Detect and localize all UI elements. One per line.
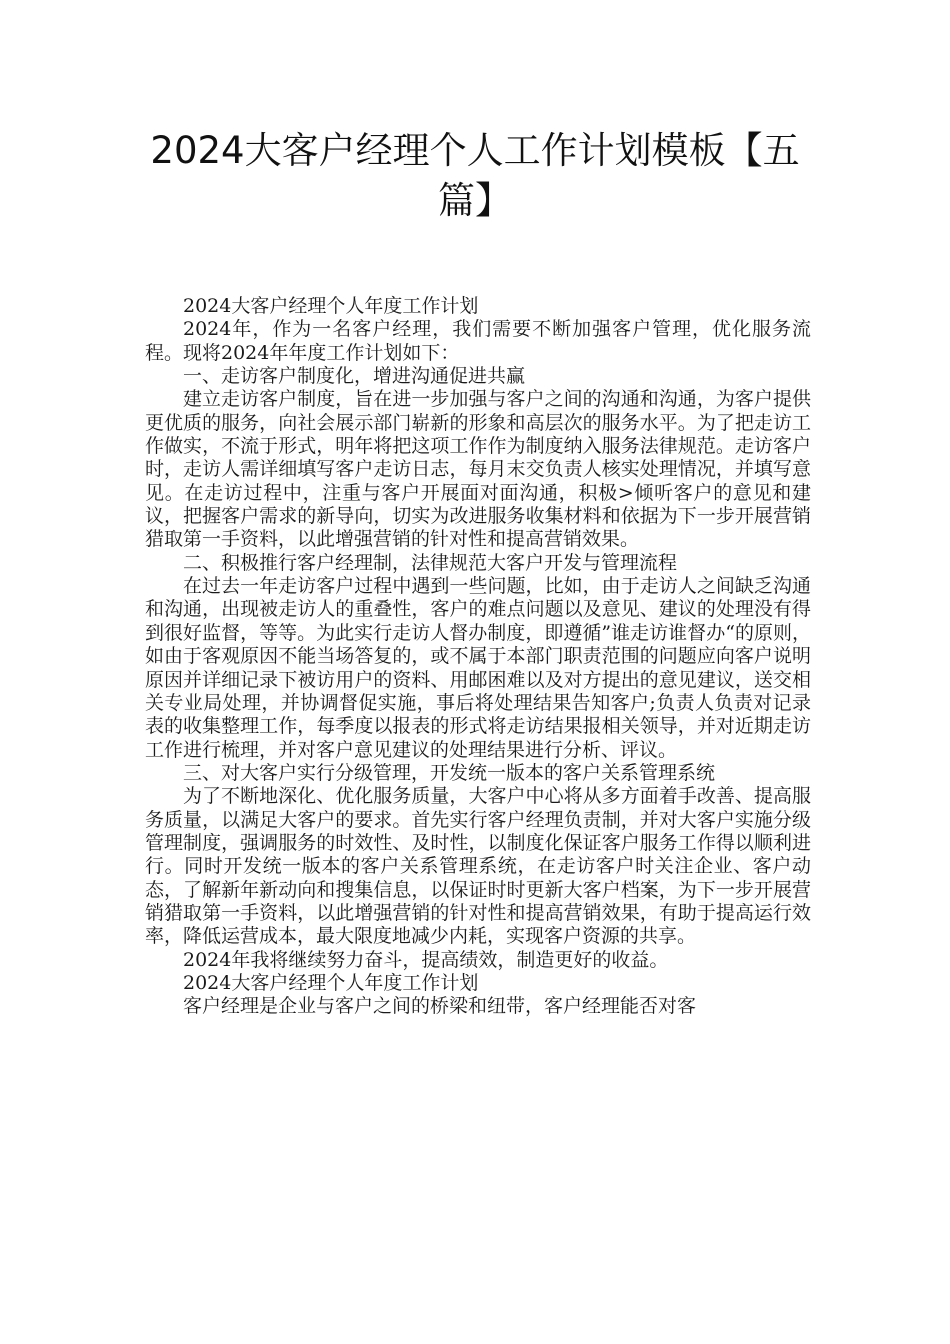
subsection-heading: 二、积极推行客户经理制，法律规范大客户开发与管理流程 xyxy=(183,551,678,574)
paragraph: 2024年我将继续努力奋斗，提高绩效，制造更好的收益。 xyxy=(183,948,669,971)
section-heading: 2024大客户经理个人年度工作计划 xyxy=(183,971,479,994)
paragraph: 为了不断地深化、优化服务质量，大客户中心将从多方面着手改善、提高服务质量，以满足大客户的要求。首先实行客户经理负责制，并对大客户实施分级管理制度，强调服务的时效性、及时性，以制度化保证客户服务工作得以顺利进行。同时开发统一版本的客户关系管理系统，在走访客户时关注企业、客户动态，了解新年新动向和搜集信息，以保证时时更新大客户档案，为下一步开展营销猎取第一手资料，以此增强营销的针对性和提高营销效果，有助于提高运行效率，降低运营成本，最大限度地减少内耗，实现客户资源的共享。 xyxy=(145,785,811,948)
document-body xyxy=(145,295,811,1019)
document-title: 2024大客户经理个人工作计划模板【五篇】 xyxy=(150,129,800,222)
subsection-heading: 一、走访客户制度化，增进沟通促进共赢 xyxy=(183,365,526,388)
subsection-heading: 三、对大客户实行分级管理，开发统一版本的客户关系管理系统 xyxy=(183,761,716,784)
paragraph: 建立走访客户制度，旨在进一步加强与客户之间的沟通和沟通，为客户提供更优质的服务，向社会展示部门崭新的形象和高层次的服务水平。为了把走访工作做实，不流于形式，明年将把这项工作作为制度纳入服务法律规范。走访客户时，走访人需详细填写客户走访日志，每月末交负责人核实处理情况，并填写意见。在走访过程中，注重与客户开展面对面沟通，积极>倾听客户的意见和建议，把握客户需求的新导向，切实为改进服务收集材料和依据为下一步开展营销猎取第一手资料，以此增强营销的针对性和提高营销效果。 xyxy=(145,388,811,551)
paragraph: 2024年，作为一名客户经理，我们需要不断加强客户管理，优化服务流程。现将2024年年度工作计划如下： xyxy=(145,318,811,364)
paragraph: 在过去一年走访客户过程中遇到一些问题，比如，由于走访人之间缺乏沟通和沟通，出现被走访人的重叠性，客户的难点问题以及意见、建议的处理没有得到很好监督，等等。为此实行走访人督办制度，即遵循”谁走访谁督办“的原则，如由于客观原因不能当场答复的，或不属于本部门职责范围的问题应向客户说明原因并详细记录下被访用户的资料、用邮困难以及对方提出的意见建议，送交相关专业局处理，并协调督促实施，事后将处理结果告知客户;负责人负责对记录表的收集整理工作，每季度以报表的形式将走访结果报相关领导，并对近期走访工作进行梳理，并对客户意见建议的处理结果进行分析、评议。 xyxy=(145,575,811,761)
section-heading: 2024大客户经理个人年度工作计划 xyxy=(183,295,479,317)
paragraph: 客户经理是企业与客户之间的桥梁和纽带，客户经理能否对客 xyxy=(183,995,697,1018)
